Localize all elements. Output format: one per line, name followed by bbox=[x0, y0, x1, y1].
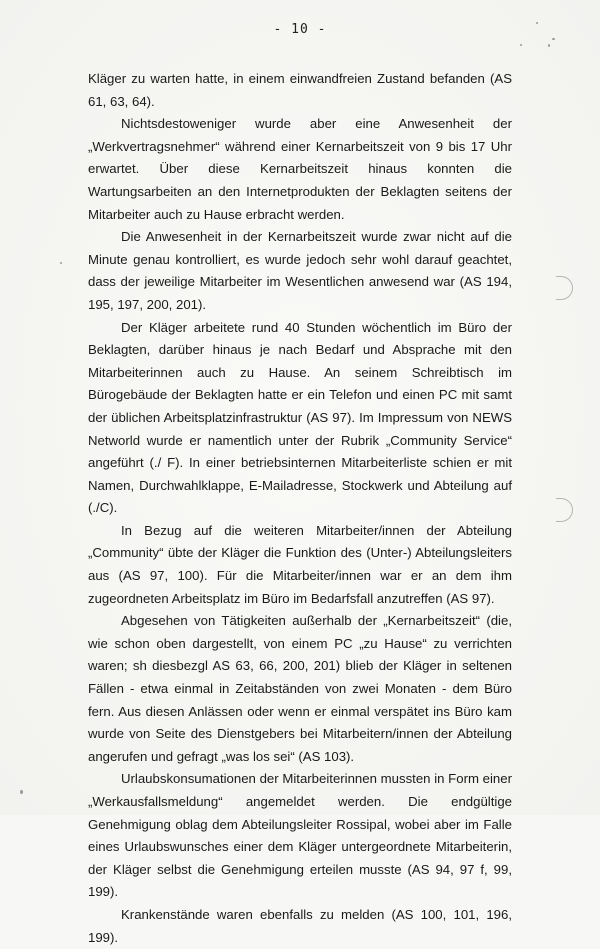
paragraph-team-lead-role: In Bezug auf die weiteren Mitarbeiter/innen der Abteilung „Community“ übte der Kläger die Funktion des (Unter-) Abteilungsleiters aus (AS 97, 100). Für die Mitarbeiter/innen war er an dem ihm zugeordneten Arbeitsplatz im Büro im Bedarfsfall anzutreffen (AS 97). bbox=[88, 522, 512, 606]
paragraph-attendance-control: Die Anwesenheit in der Kernarbeitszeit wurde zwar nicht auf die Minute genau kontrolliert, es wurde jedoch sehr wohl darauf geachtet, dass der jeweilige Mitarbeiter im Wesentlichen anwesend war (AS 194, 195, 197, 200, 201). bbox=[88, 229, 512, 312]
punch-hole-mark bbox=[556, 498, 573, 522]
paragraph-absences: Abgesehen von Tätigkeiten außerhalb der „Kernarbeitszeit“ (die, wie schon oben dargestellt, von einem PC „zu Hause“ zu verrichten waren; sh diesbezgl AS 63, 66, 200, 201) blieb der Kläger in seltenen Fällen - etwa einmal in Zeitabständen von zwei Monaten - dem Büro fern. Aus diesen Anlässen oder wenn er einmal verspätet ins Büro kam wurde von Seite des Dienstgebers bei Mitarbeitern/innen der Abteilung angerufen und gefragt „was los sei“ (AS 103). bbox=[88, 613, 512, 764]
page-number: - 10 - bbox=[273, 22, 327, 37]
paragraph-vacation-requests: Urlaubskonsumationen der Mitarbeiterinnen mussten in Form einer „Werkausfallsmeldung“ angemeldet werden. Die endgültige Genehmigung oblag dem Abteilungsleiter Rossipal, wobei aber im Falle eines Urlaubswunsches einer dem Kläger untergeordnete Mitarbeiterin, der Kläger selbst die Genehmigung erteilen musste (AS 94, 97 f, 99, 199). bbox=[88, 771, 512, 900]
scan-speck bbox=[20, 790, 23, 794]
scan-speck bbox=[536, 22, 538, 24]
scan-speck bbox=[552, 38, 555, 40]
paragraph-sick-leave: Krankenstände waren ebenfalls zu melden (AS 100, 101, 196, 199). bbox=[88, 906, 512, 945]
paragraph-core-hours: Nichtsdestoweniger wurde aber eine Anwesenheit der „Werkvertragsnehmer“ während einer Kernarbeitszeit von 9 bis 17 Uhr erwartet. Über diese Kernarbeitszeit hinaus konnten die Wartungsarbeiten an den Internetprodukten der Beklagten seitens der Mitarbeiter auch zu Hause erbracht werden. bbox=[88, 116, 512, 222]
scan-speck bbox=[520, 44, 522, 46]
scan-speck bbox=[548, 44, 550, 47]
paragraph-working-hours: Der Kläger arbeitete rund 40 Stunden wöchentlich im Büro der Beklagten, darüber hinaus je nach Bedarf und Absprache mit den Mitarbeiterinnen auch zu Hause. An seinem Schreibtisch im Bürogebäude der Beklagten hatte er ein Telefon und einen PC mit samt der üblichen Arbeitsplatzinfrastruktur (AS 97). Im Impressum von NEWS Networld wurde er namentlich unter der Rubrik „Community Service“ angeführt (./ F). In einer betriebsinternen Mitarbeiterliste schien er mit Namen, Durchwahlklappe, E-Mailadresse, Stockwerk und Abteilung auf (./C). bbox=[88, 319, 512, 516]
document-body bbox=[88, 68, 512, 949]
punch-hole-mark bbox=[556, 276, 573, 300]
paragraph-continuation: Kläger zu warten hatte, in einem einwandfreien Zustand befanden (AS 61, 63, 64). bbox=[88, 71, 512, 109]
scan-speck bbox=[60, 262, 62, 264]
